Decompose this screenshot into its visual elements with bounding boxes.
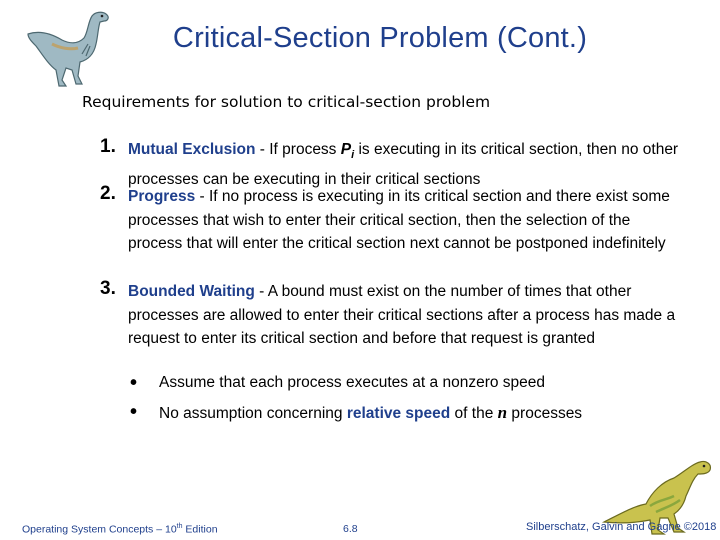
highlight-term: relative speed <box>346 405 451 422</box>
item-number: 2. <box>100 183 116 204</box>
variable-letter: P <box>340 141 352 158</box>
item-text: - If no process is executing in its critical section and there exist some processes that wish to enter their critical section, then the selection of the process that will enter the critical section next cannot be postponed indefinitely <box>128 188 670 252</box>
bullet-text-part: processes <box>507 405 583 422</box>
bullet-icon: • <box>130 372 138 394</box>
item-term: Bounded Waiting <box>128 283 255 300</box>
variable-subscript: i <box>351 149 355 162</box>
item-body <box>128 185 688 256</box>
item-term: Progress <box>128 188 196 205</box>
item-text-part: - If process <box>255 141 341 158</box>
n-variable: n <box>497 403 508 422</box>
item-text: - A bound must exist on the number of times that other processes are allowed to enter their critical sections after a process has made a request to enter its critical section and before that request is granted <box>128 283 676 347</box>
item-body <box>128 138 688 191</box>
footer-book-suffix: Edition <box>182 523 218 536</box>
bullet-text-part: of the <box>450 405 498 422</box>
item-number: 1. <box>100 136 116 157</box>
item-number: 3. <box>100 278 116 299</box>
footer-book-sup: th <box>176 523 183 530</box>
bullet-icon: • <box>130 401 138 423</box>
footer-copyright: Silberschatz, Galvin and Gagne ©2018 <box>526 521 717 533</box>
footer-book-text: Operating System Concepts – 10 <box>22 523 177 536</box>
dinosaur-icon <box>22 4 114 90</box>
bullet-text: Assume that each process executes at a nonzero speed <box>159 374 546 391</box>
page-title: Critical-Section Problem (Cont.) <box>172 22 588 54</box>
item-text-part: is executing in its critical section, then no other processes can be executing in their critical sections <box>128 141 679 188</box>
process-variable <box>340 141 355 162</box>
bullet-text-part: No assumption concerning <box>159 405 347 422</box>
page-number: 6.8 <box>343 523 358 535</box>
intro-text: Requirements for solution to critical-section problem <box>82 93 491 111</box>
item-term: Mutual Exclusion <box>128 141 256 158</box>
item-body <box>128 280 688 351</box>
bullet-text <box>159 403 582 423</box>
footer-book-title <box>22 523 218 536</box>
